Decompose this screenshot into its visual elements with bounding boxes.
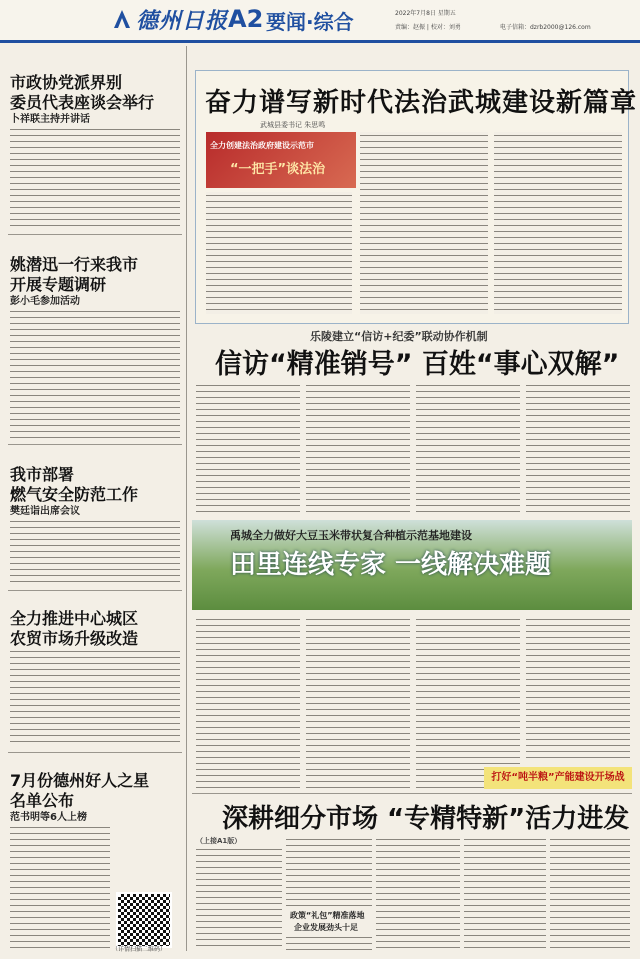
feature-body-col-3 [494, 132, 622, 314]
story-3-body-col-4 [526, 616, 630, 762]
left-story-1-title-line-1: 市政协党派界别 [10, 73, 123, 92]
left-story-4-body [10, 648, 180, 746]
qr-code-icon[interactable] [116, 892, 172, 948]
feature-photo-banner: 全力创建法治政府建设示范市 [210, 141, 314, 150]
story-4-body-col-5 [550, 836, 630, 950]
section-name: 要闻·综合 [266, 10, 354, 34]
left-story-3-body [10, 518, 180, 584]
divider [8, 444, 182, 445]
qr-caption: （详情扫描二维码） [112, 946, 167, 953]
left-story-1-subtitle: 卜祥联主持并讲话 [10, 114, 90, 125]
divider [8, 590, 182, 591]
story-4-title: 深耕细分市场 “专精特新”活力进发 [222, 804, 630, 834]
feature-author: 武城县委书记 朱思鸣 [260, 121, 326, 129]
left-story-1-title-line-2: 委员代表座谈会举行 [10, 93, 155, 112]
newspaper-logo-icon [112, 8, 132, 34]
left-story-2-subtitle: 彭小毛参加活动 [10, 296, 80, 307]
story-2-body-col-1 [196, 382, 300, 512]
story-2-kicker: 乐陵建立“信访+纪委”联动协作机制 [310, 330, 488, 343]
story-3-tag: 打好“吨半粮”产能建设开场战 [484, 767, 632, 789]
left-story-4-title-line-1: 全力推进中心城区 [10, 609, 139, 628]
story-2-body-col-3 [416, 382, 520, 512]
left-story-5-title-line-2: 名单公布 [10, 791, 75, 810]
story-2-body-col-4 [526, 382, 630, 512]
left-story-3-title-line-2: 燃气安全防范工作 [10, 485, 139, 504]
left-story-4-title-line-2: 农贸市场升级改造 [10, 629, 139, 648]
story-3-body-col-1 [196, 616, 300, 788]
divider [192, 793, 632, 794]
feature-title: 奋力谱写新时代法治武城建设新篇章 [205, 88, 638, 118]
feature-photo-slogan: “一把手”谈法治 [230, 162, 326, 177]
left-story-5-subtitle: 范书明等6人上榜 [10, 812, 87, 823]
story-3-kicker: 禹城全力做好大豆玉米带状复合种植示范基地建设 [230, 529, 472, 542]
feature-body-col-2 [360, 132, 488, 314]
left-story-5-body [10, 824, 110, 950]
story-4-continued: （上接A1版） [196, 837, 242, 845]
divider [8, 752, 182, 753]
left-story-3-subtitle: 樊廷诣出席会议 [10, 506, 80, 517]
divider [8, 234, 182, 235]
feature-body-col-1 [206, 192, 352, 314]
story-4-body-col-2 [286, 836, 372, 908]
left-story-2-title-line-1: 姚潜迅一行来我市 [10, 255, 139, 274]
story-3-title: 田里连线专家 一线解决难题 [230, 550, 552, 580]
story-4-body-col-2b [286, 934, 372, 950]
story-4-body-col-3 [376, 836, 460, 950]
left-story-3-title-line-1: 我市部署 [10, 465, 75, 484]
story-4-body-col-4 [464, 836, 546, 950]
newspaper-logo: 德州日报 [136, 8, 229, 34]
editor-line: 责编：赵振 | 校对：刘勇 [395, 24, 461, 31]
left-story-5-title-line-1: 7月份德州好人之星 [10, 771, 150, 790]
story-4-body-col-1 [196, 846, 282, 950]
story-4-subhead: 政策“礼包”精准落地 [290, 911, 365, 920]
story-2-body-col-2 [306, 382, 410, 512]
left-story-1-body [10, 126, 180, 226]
left-story-2-title-line-2: 开展专题调研 [10, 275, 107, 294]
story-2-title: 信访“精准销号” 百姓“事心双解” [215, 349, 620, 380]
email-line: 电子信箱：dzrb2000@126.com [500, 24, 591, 31]
story-3-body-col-2 [306, 616, 410, 788]
page-number: A2 [228, 5, 264, 33]
story-4-subhead-2: 企业发展劲头十足 [294, 923, 358, 932]
story-3-body-col-3 [416, 616, 520, 788]
date-line: 2022年7月8日 星期五 [395, 10, 456, 17]
column-divider [186, 46, 187, 951]
left-story-2-body [10, 308, 180, 438]
